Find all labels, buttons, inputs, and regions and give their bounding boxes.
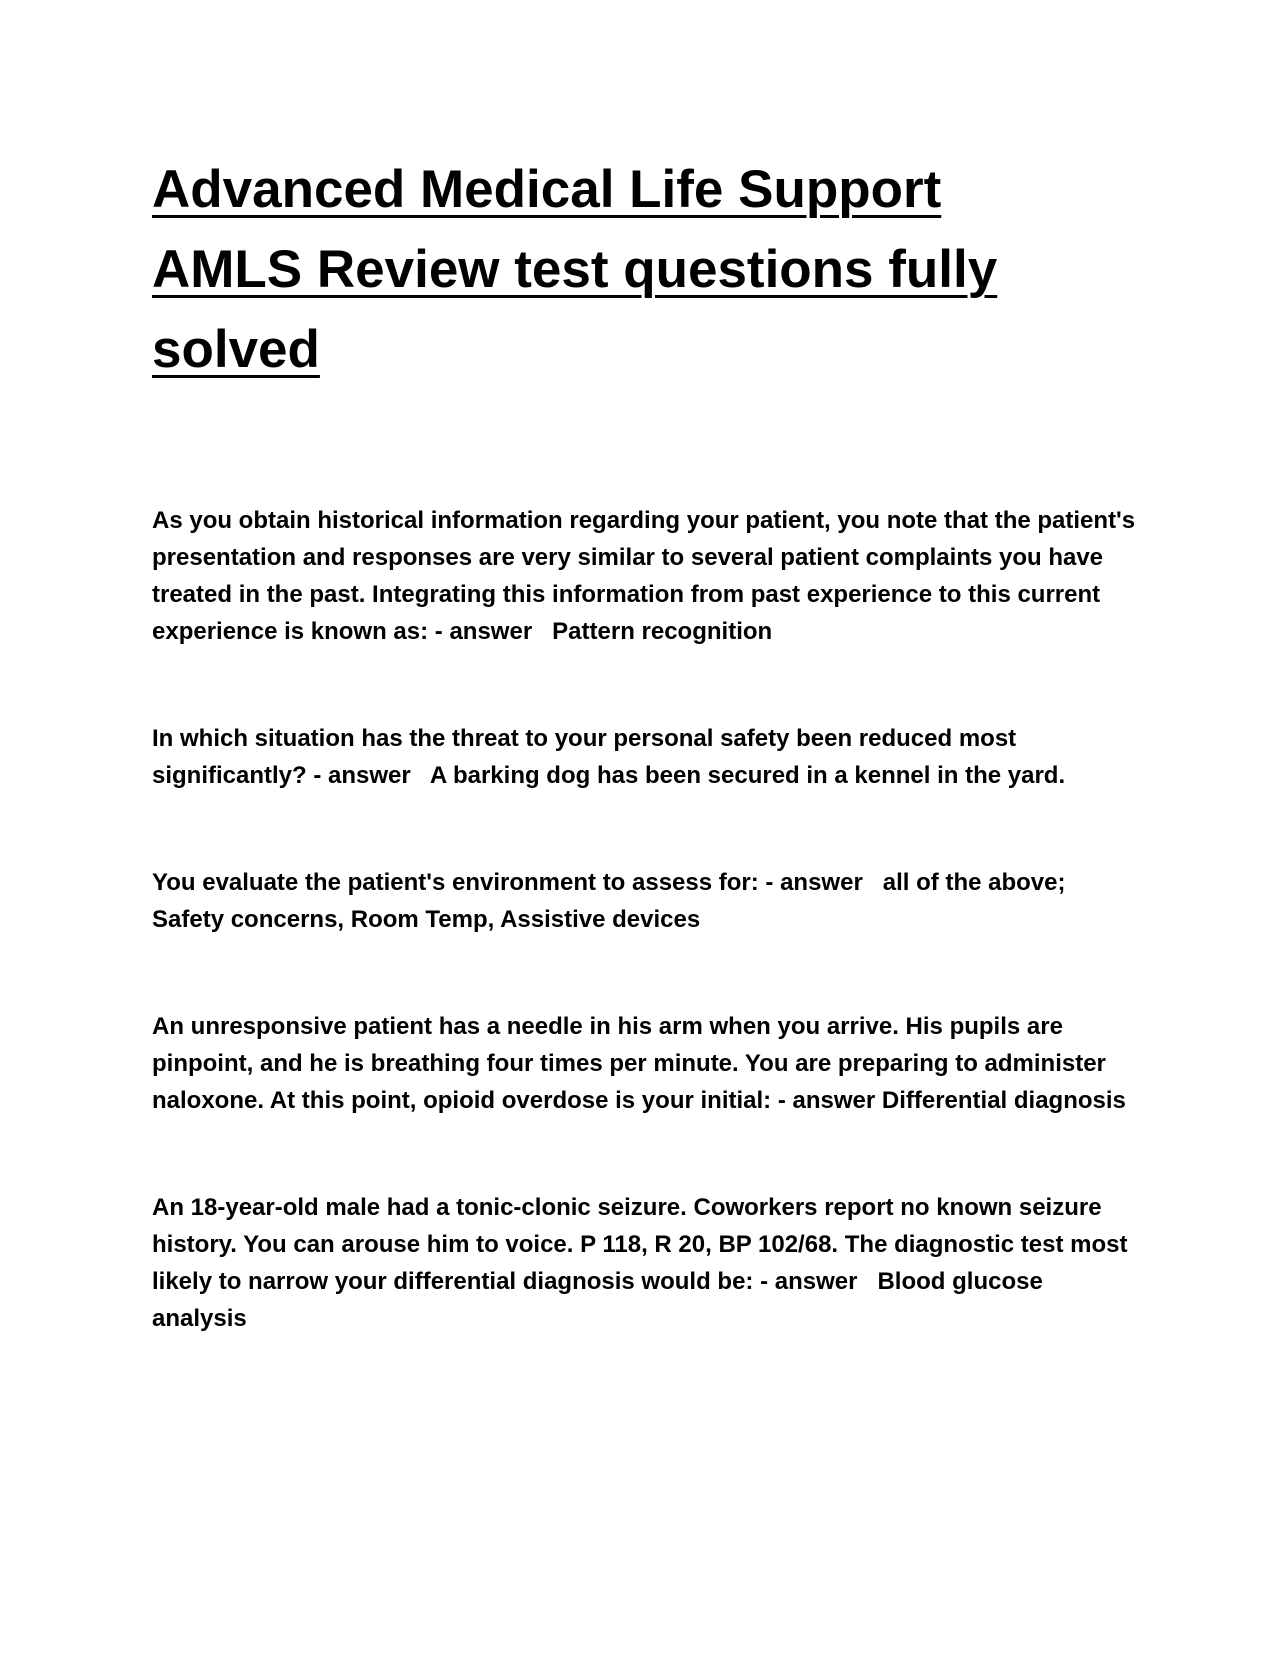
question-answer-item: An unresponsive patient has a needle in his arm when you arrive. His pupils are pinpoint, and he is breathing four times per minute. You are preparing to administer naloxone. At this point, opioid overdose is your initial: - answer Differential diagnosis — [152, 1013, 1126, 1114]
document-title: Advanced Medical Life Support AMLS Review test questions fully solved — [152, 160, 998, 379]
question-answer-item: In which situation has the threat to your personal safety been reduced most significantly? - answer A barking dog has been secured in a kennel in the yard. — [152, 725, 1066, 789]
question-answer-item: An 18-year-old male had a tonic-clonic seizure. Coworkers report no known seizure history. You can arouse him to voice. P 118, R 20, BP 102/68. The diagnostic test most likely to narrow your differential diagnosis would be: - answer Blood glucose analysis — [152, 1194, 1135, 1332]
question-answer-item: As you obtain historical information regarding your patient, you note that the patient's presentation and responses are very similar to several patient complaints you have treated in the past. Integrating this information from past experience to this current experience is known as: - answer Pattern recognition — [152, 507, 1142, 645]
question-answer-item: You evaluate the patient's environment to assess for: - answer all of the above; Safety concerns, Room Temp, Assistive devices — [152, 869, 1073, 933]
question-list — [152, 502, 1152, 1337]
document-page — [152, 150, 1152, 1407]
